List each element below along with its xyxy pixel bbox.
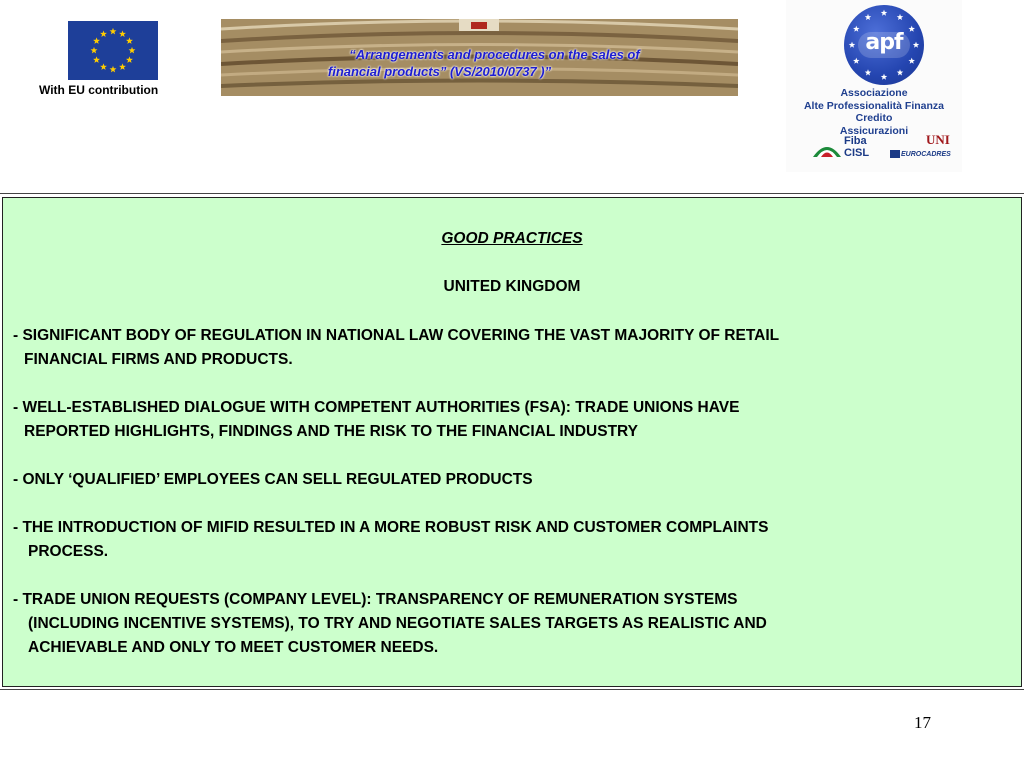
apf-logo-block <box>786 0 962 172</box>
bullet-item <box>13 588 1013 660</box>
star-icon <box>881 74 887 80</box>
fiba-line-1: Fiba <box>844 135 867 147</box>
banner-title <box>221 46 738 80</box>
apf-association-text <box>786 87 962 137</box>
good-practices-panel <box>2 197 1022 687</box>
bullet-text-line: THE INTRODUCTION OF MIFID RESULTED IN A MORE ROBUST RISK AND CUSTOMER COMPLAINTS <box>22 519 769 536</box>
country-heading: UNITED KINGDOM <box>443 278 581 295</box>
bullet-item <box>13 396 1013 444</box>
apf-logo-icon <box>844 5 924 85</box>
bullet-text-line: (INCLUDING INCENTIVE SYSTEMS), TO TRY AND NEGOTIATE SALES TARGETS AS REALISTIC AND <box>28 615 767 632</box>
eu-contribution-caption: With EU contribution <box>39 83 159 97</box>
banner-title-line-1: “Arrangements and procedures on the sales of <box>349 47 640 62</box>
project-banner <box>221 19 738 96</box>
fiba-cisl-text <box>844 135 869 159</box>
bullet-marker: - <box>13 399 23 416</box>
uni-logo-icon: UNI <box>926 132 950 147</box>
apf-line-2: Alte Professionalità Finanza <box>803 99 945 112</box>
bullet-text-line: WELL-ESTABLISHED DIALOGUE WITH COMPETENT AUTHORITIES (FSA): TRADE UNIONS HAVE <box>22 399 740 416</box>
eu-flag-icon <box>68 21 158 80</box>
apf-line-1: Associazione <box>840 87 908 99</box>
bullet-text-line: PROCESS. <box>28 543 109 560</box>
bullet-text-line: REPORTED HIGHLIGHTS, FINDINGS AND THE RISK TO THE FINANCIAL INDUSTRY <box>24 423 638 440</box>
eurocadres-logo-icon <box>890 150 900 158</box>
fiba-cisl-logo-icon <box>811 135 843 161</box>
bullet-item <box>13 468 1013 492</box>
bullet-item <box>13 324 1013 372</box>
bullet-text-line: TRADE UNION REQUESTS (COMPANY LEVEL): TRANSPARENCY OF REMUNERATION SYSTEMS <box>22 591 738 608</box>
section-title: GOOD PRACTICES <box>441 230 583 247</box>
star-icon <box>865 69 871 75</box>
bullet-text-line: ONLY ‘QUALIFIED’ EMPLOYEES CAN SELL REGULATED PRODUCTS <box>22 471 533 488</box>
bullet-text-line: ACHIEVABLE AND ONLY TO MEET CUSTOMER NEEDS. <box>28 639 439 656</box>
apf-line-4: Assicurazioni <box>839 124 909 137</box>
bullet-item <box>13 516 1013 564</box>
banner-title-line-2: financial products” (VS/2010/0737 )” <box>327 64 552 79</box>
bullet-list <box>13 324 1013 684</box>
bullet-marker: - <box>13 327 23 344</box>
bullet-marker: - <box>13 519 23 536</box>
bullet-text-line: SIGNIFICANT BODY OF REGULATION IN NATIONAL LAW COVERING THE VAST MAJORITY OF RETAIL <box>22 327 780 344</box>
star-icon <box>853 58 859 64</box>
page-number: 17 <box>914 713 931 732</box>
apf-brand-text: apf <box>865 30 903 55</box>
bullet-text-line: FINANCIAL FIRMS AND PRODUCTS. <box>24 351 293 368</box>
fiba-line-2: CISL <box>844 147 870 159</box>
eurocadres-text: EUROCADRES <box>901 151 951 158</box>
star-icon <box>897 14 903 20</box>
star-icon <box>908 58 914 64</box>
star-icon <box>865 14 871 20</box>
star-icon <box>897 69 903 75</box>
apf-line-3: Credito <box>855 112 893 124</box>
bullet-marker: - <box>13 591 23 608</box>
bullet-marker: - <box>13 471 23 488</box>
star-icon <box>881 10 887 16</box>
